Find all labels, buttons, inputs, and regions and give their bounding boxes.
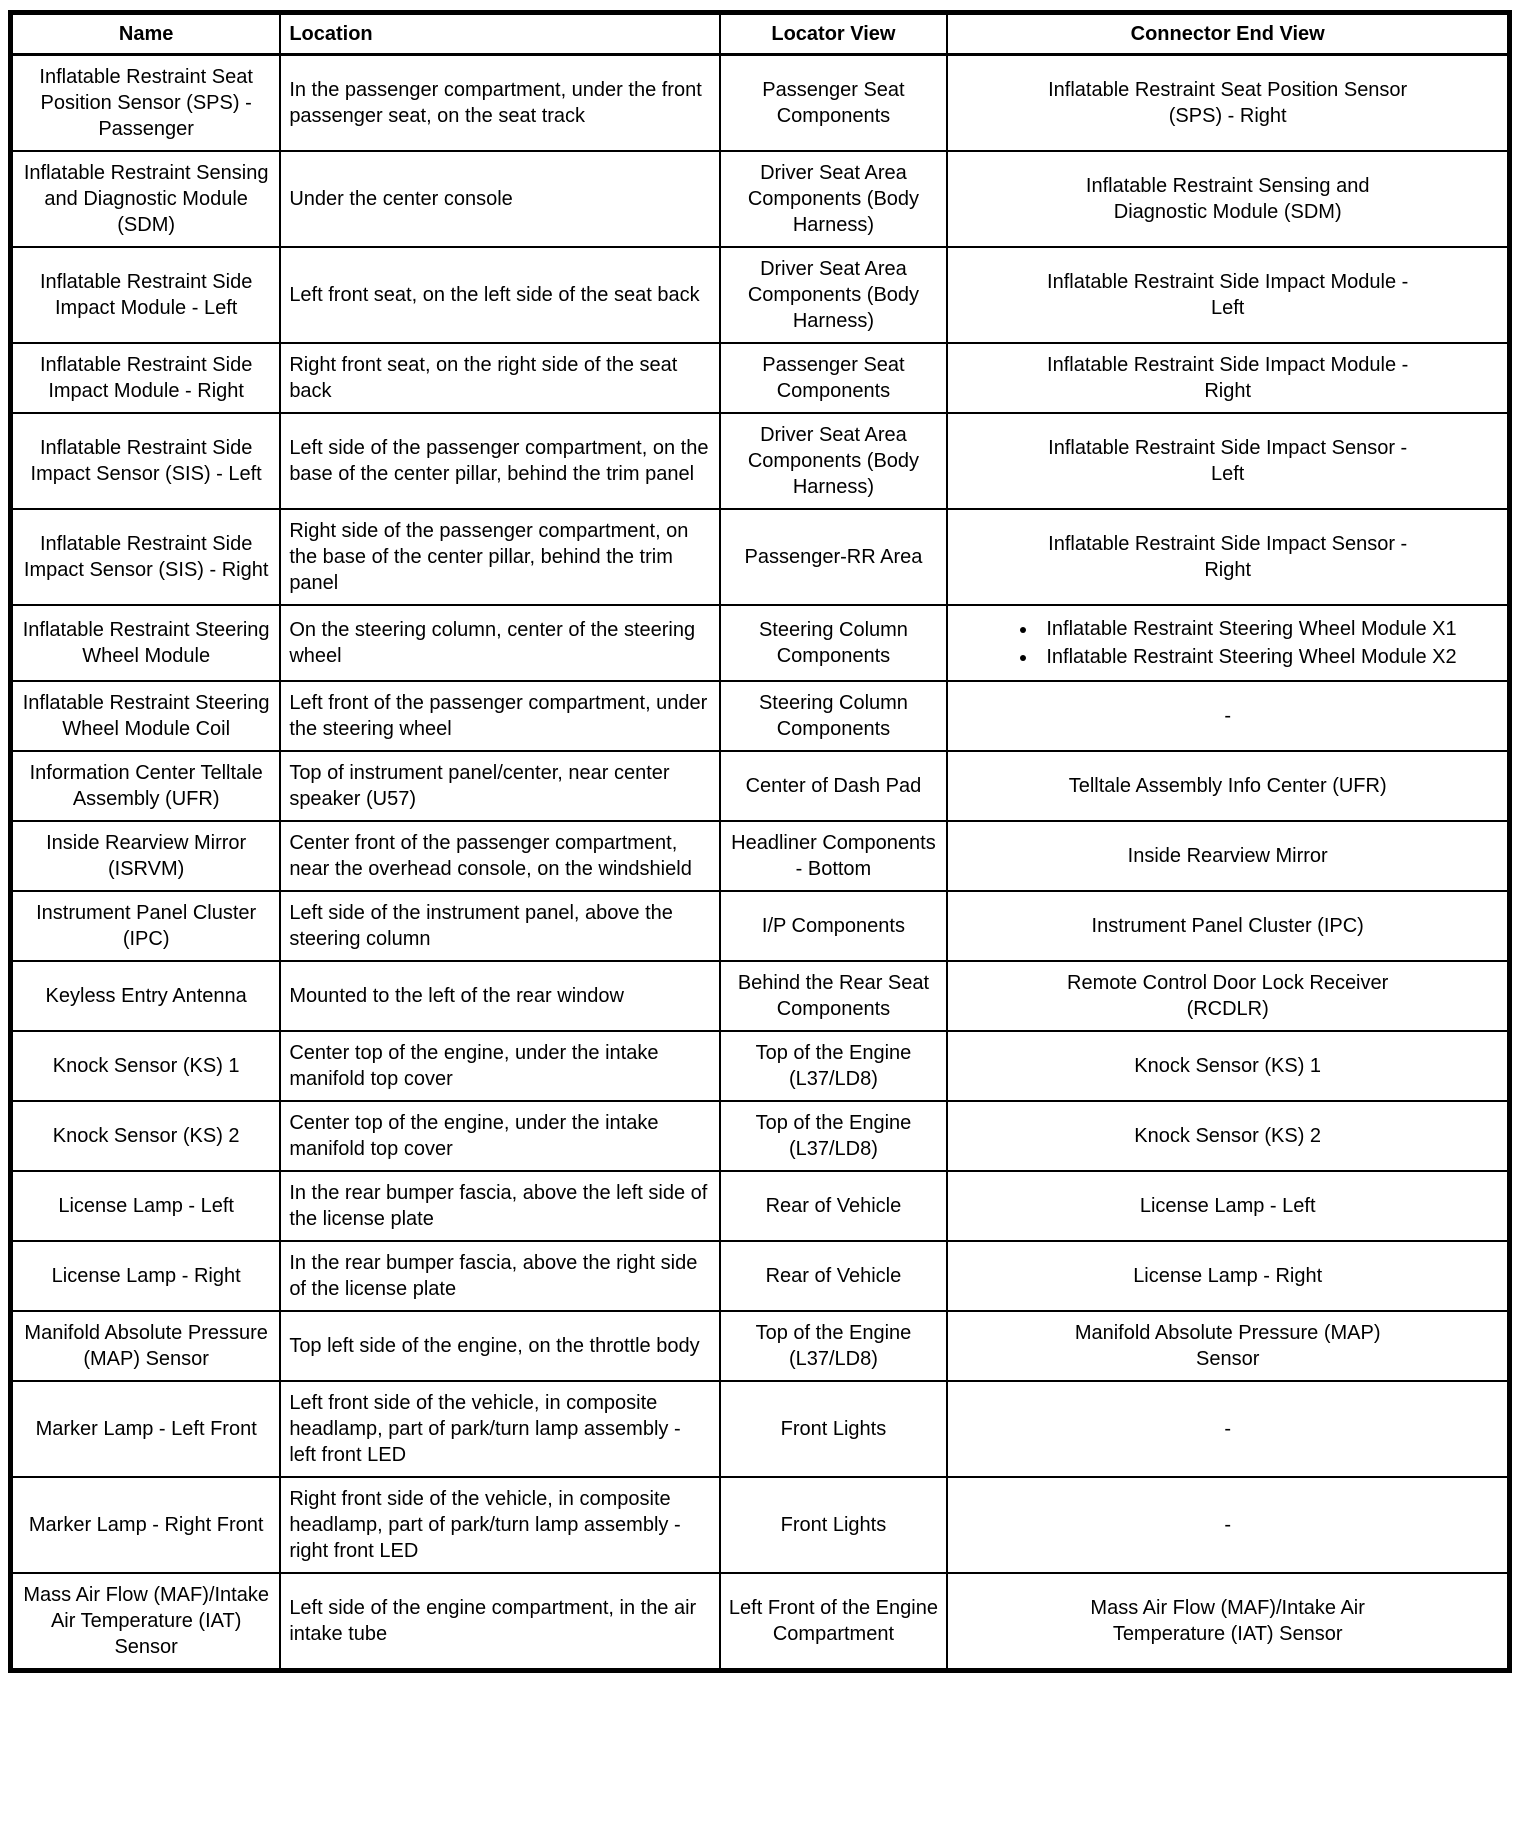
table-row: [11, 1573, 1510, 1671]
table-header: [11, 13, 1510, 55]
locator-view-cell: Front Lights: [720, 1477, 948, 1573]
locator-view-cell: Passenger-RR Area: [720, 509, 948, 605]
connector-end-view-cell: License Lamp - Right: [947, 1241, 1509, 1311]
location-cell: In the passenger compartment, under the front passenger seat, on the seat track: [280, 55, 719, 152]
locator-view-cell: Center of Dash Pad: [720, 751, 948, 821]
connector-end-view-cell: Manifold Absolute Pressure (MAP) Sensor: [947, 1311, 1509, 1381]
table-row: [11, 605, 1510, 681]
connector-end-view-cell: Inflatable Restraint Sensing and Diagnostic Module (SDM): [947, 151, 1509, 247]
table-row: [11, 1311, 1510, 1381]
connector-end-view-cell: Knock Sensor (KS) 1: [947, 1031, 1509, 1101]
column-header-locator-view: Locator View: [720, 13, 948, 55]
connector-end-view-cell: Mass Air Flow (MAF)/Intake Air Temperature (IAT) Sensor: [947, 1573, 1509, 1671]
locator-view-cell: Steering Column Components: [720, 681, 948, 751]
table-row: [11, 1381, 1510, 1477]
table-row: [11, 1031, 1510, 1101]
table-row: [11, 751, 1510, 821]
connector-end-view-cell: Inside Rearview Mirror: [947, 821, 1509, 891]
name-cell: Inflatable Restraint Side Impact Module - Left: [11, 247, 281, 343]
name-cell: Inflatable Restraint Sensing and Diagnostic Module (SDM): [11, 151, 281, 247]
locator-view-cell: Driver Seat Area Components (Body Harness): [720, 247, 948, 343]
name-cell: Mass Air Flow (MAF)/Intake Air Temperature (IAT) Sensor: [11, 1573, 281, 1671]
location-cell: Center top of the engine, under the intake manifold top cover: [280, 1101, 719, 1171]
locator-view-cell: Passenger Seat Components: [720, 343, 948, 413]
header-row: [11, 13, 1510, 55]
name-cell: Marker Lamp - Right Front: [11, 1477, 281, 1573]
location-cell: On the steering column, center of the steering wheel: [280, 605, 719, 681]
name-cell: Inside Rearview Mirror (ISRVM): [11, 821, 281, 891]
locator-view-cell: Left Front of the Engine Compartment: [720, 1573, 948, 1671]
name-cell: Inflatable Restraint Side Impact Module - Right: [11, 343, 281, 413]
locator-view-cell: Front Lights: [720, 1381, 948, 1477]
connector-end-view-list: [1038, 616, 1467, 670]
component-locator-table: [8, 10, 1512, 1673]
location-cell: Under the center console: [280, 151, 719, 247]
column-header-location: Location: [280, 13, 719, 55]
name-cell: License Lamp - Left: [11, 1171, 281, 1241]
location-cell: Right front side of the vehicle, in composite headlamp, part of park/turn lamp assembly - right front LED: [280, 1477, 719, 1573]
name-cell: Inflatable Restraint Side Impact Sensor (SIS) - Left: [11, 413, 281, 509]
connector-end-view-cell: Instrument Panel Cluster (IPC): [947, 891, 1509, 961]
table-body: [11, 55, 1510, 1671]
name-cell: Knock Sensor (KS) 1: [11, 1031, 281, 1101]
connector-end-view-list-item: • Inflatable Restraint Steering Wheel Module X2: [1038, 644, 1467, 670]
connector-end-view-cell: -: [947, 1381, 1509, 1477]
locator-view-cell: Top of the Engine (L37/LD8): [720, 1311, 948, 1381]
locator-view-cell: Rear of Vehicle: [720, 1171, 948, 1241]
column-header-connector-end-view: Connector End View: [947, 13, 1509, 55]
name-cell: Keyless Entry Antenna: [11, 961, 281, 1031]
location-cell: In the rear bumper fascia, above the right side of the license plate: [280, 1241, 719, 1311]
table-row: [11, 1241, 1510, 1311]
connector-end-view-cell: Remote Control Door Lock Receiver (RCDLR): [947, 961, 1509, 1031]
table-row: [11, 891, 1510, 961]
locator-view-cell: Headliner Components - Bottom: [720, 821, 948, 891]
table-row: [11, 55, 1510, 152]
connector-end-view-cell: Inflatable Restraint Side Impact Sensor - Left: [947, 413, 1509, 509]
connector-end-view-cell: -: [947, 681, 1509, 751]
location-cell: Left side of the engine compartment, in the air intake tube: [280, 1573, 719, 1671]
locator-view-cell: Driver Seat Area Components (Body Harness): [720, 413, 948, 509]
name-cell: Inflatable Restraint Side Impact Sensor (SIS) - Right: [11, 509, 281, 605]
table-row: [11, 961, 1510, 1031]
location-cell: Left front side of the vehicle, in composite headlamp, part of park/turn lamp assembly - left front LED: [280, 1381, 719, 1477]
locator-view-cell: Driver Seat Area Components (Body Harness): [720, 151, 948, 247]
location-cell: Left front of the passenger compartment, under the steering wheel: [280, 681, 719, 751]
column-header-name: Name: [11, 13, 281, 55]
location-cell: Top of instrument panel/center, near center speaker (U57): [280, 751, 719, 821]
location-cell: Right front seat, on the right side of the seat back: [280, 343, 719, 413]
table-row: [11, 821, 1510, 891]
name-cell: Inflatable Restraint Steering Wheel Module Coil: [11, 681, 281, 751]
connector-end-view-cell: [947, 605, 1509, 681]
table-row: [11, 151, 1510, 247]
connector-end-view-cell: Telltale Assembly Info Center (UFR): [947, 751, 1509, 821]
name-cell: Inflatable Restraint Seat Position Sensor (SPS) - Passenger: [11, 55, 281, 152]
table-row: [11, 681, 1510, 751]
locator-view-cell: Rear of Vehicle: [720, 1241, 948, 1311]
table-row: [11, 247, 1510, 343]
connector-end-view-cell: -: [947, 1477, 1509, 1573]
locator-view-cell: Top of the Engine (L37/LD8): [720, 1031, 948, 1101]
connector-end-view-cell: Inflatable Restraint Side Impact Module - Right: [947, 343, 1509, 413]
location-cell: Top left side of the engine, on the throttle body: [280, 1311, 719, 1381]
location-cell: Center front of the passenger compartment, near the overhead console, on the windshield: [280, 821, 719, 891]
name-cell: Marker Lamp - Left Front: [11, 1381, 281, 1477]
name-cell: Inflatable Restraint Steering Wheel Module: [11, 605, 281, 681]
location-cell: In the rear bumper fascia, above the left side of the license plate: [280, 1171, 719, 1241]
table-row: [11, 509, 1510, 605]
name-cell: Instrument Panel Cluster (IPC): [11, 891, 281, 961]
name-cell: Manifold Absolute Pressure (MAP) Sensor: [11, 1311, 281, 1381]
locator-view-cell: Behind the Rear Seat Components: [720, 961, 948, 1031]
connector-end-view-cell: Inflatable Restraint Seat Position Sensor (SPS) - Right: [947, 55, 1509, 152]
connector-end-view-cell: Knock Sensor (KS) 2: [947, 1101, 1509, 1171]
name-cell: Information Center Telltale Assembly (UFR): [11, 751, 281, 821]
location-cell: Center top of the engine, under the intake manifold top cover: [280, 1031, 719, 1101]
table-row: [11, 343, 1510, 413]
location-cell: Left side of the passenger compartment, on the base of the center pillar, behind the trim panel: [280, 413, 719, 509]
location-cell: Mounted to the left of the rear window: [280, 961, 719, 1031]
name-cell: License Lamp - Right: [11, 1241, 281, 1311]
table-row: [11, 1101, 1510, 1171]
locator-view-cell: Top of the Engine (L37/LD8): [720, 1101, 948, 1171]
locator-view-cell: Passenger Seat Components: [720, 55, 948, 152]
table-row: [11, 1477, 1510, 1573]
locator-view-cell: I/P Components: [720, 891, 948, 961]
location-cell: Left front seat, on the left side of the seat back: [280, 247, 719, 343]
locator-view-cell: Steering Column Components: [720, 605, 948, 681]
connector-end-view-cell: Inflatable Restraint Side Impact Sensor - Right: [947, 509, 1509, 605]
connector-end-view-cell: License Lamp - Left: [947, 1171, 1509, 1241]
location-cell: Left side of the instrument panel, above the steering column: [280, 891, 719, 961]
connector-end-view-cell: Inflatable Restraint Side Impact Module - Left: [947, 247, 1509, 343]
table-row: [11, 1171, 1510, 1241]
connector-end-view-list-item: • Inflatable Restraint Steering Wheel Module X1: [1038, 616, 1467, 642]
name-cell: Knock Sensor (KS) 2: [11, 1101, 281, 1171]
location-cell: Right side of the passenger compartment, on the base of the center pillar, behind the trim panel: [280, 509, 719, 605]
table-row: [11, 413, 1510, 509]
